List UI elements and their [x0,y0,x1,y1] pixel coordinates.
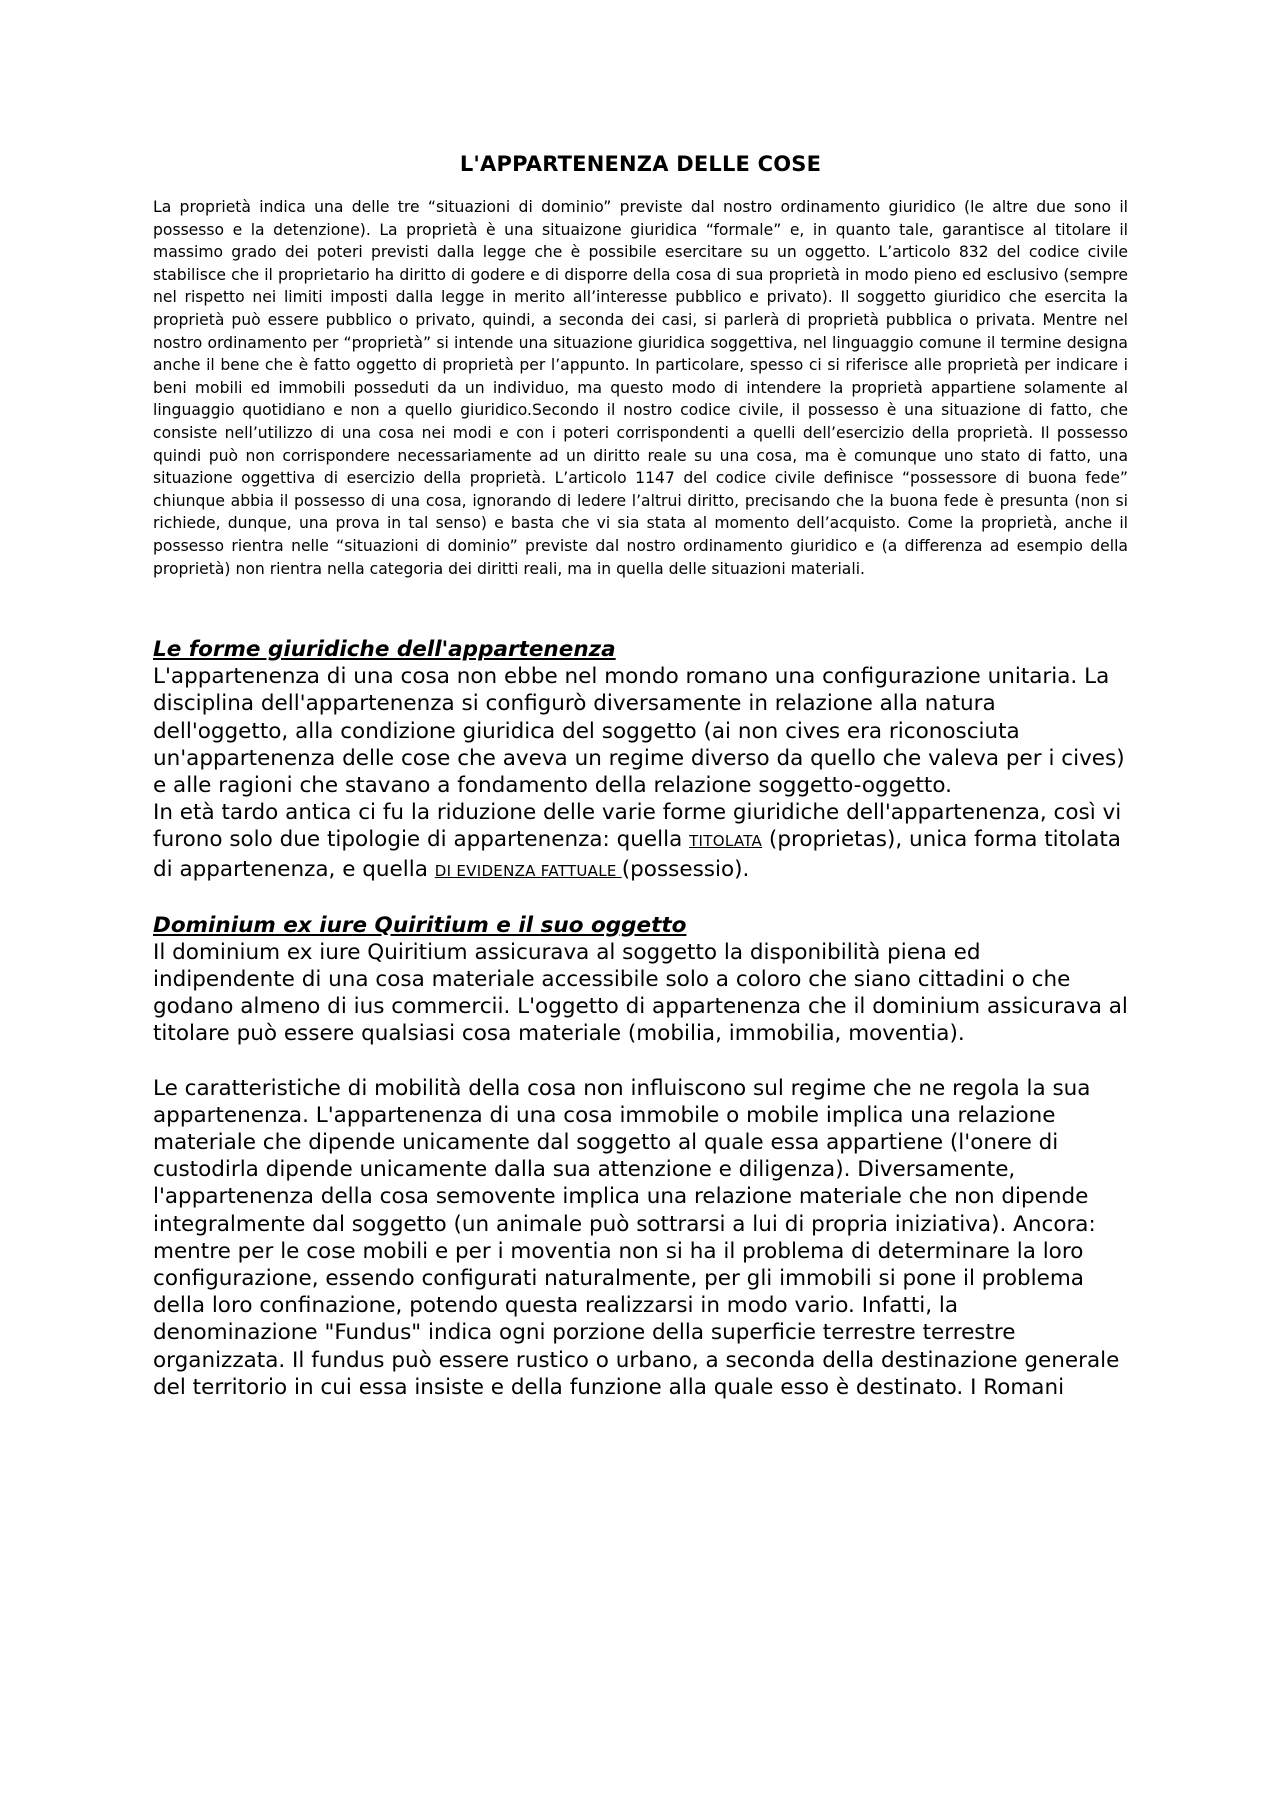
document-title: L'APPARTENENZA DELLE COSE [459,152,822,176]
tag-di-evidenza-fattuale: DI EVIDENZA FATTUALE [434,861,622,880]
section2-paragraph-1: Il dominium ex iure Quiritium assicurava al soggetto la disponibilità piena ed indipendente di una cosa materiale accessibile solo a coloro che siano cittadini o che godano almeno di ius commercii. L'oggetto di appartenenza che il dominium assicurava al titolare può essere qualsiasi cosa materiale (mobilia, immobilia, moventia). [153,939,1128,1047]
section1-paragraph-1: L'appartenenza di una cosa non ebbe nel mondo romano una configurazione unitaria. La disciplina dell'appartenenza si configurò diversamente in relazione alla natura dell'oggetto, alla condizione giuridica del soggetto (ai non cives era riconosciuta un'appartenenza delle cose che aveva un regime diverso da quello che valeva per i cives) e alle ragioni che stavano a fondamento della relazione soggetto-oggetto. [153,664,1125,798]
section1-paragraph-2-end: (possessio). [621,856,750,882]
section1-paragraph-2 [153,799,1128,885]
intro-paragraph: La proprietà indica una delle tre “situazioni di dominio” previste dal nostro ordinamento giuridico (le altre due sono il possesso e la detenzione). La proprietà è una situaizone giuridica “formale” e, in quanto tale, garantisce al titolare il massimo grado dei poteri previsti dalla legge che è possibile esercitare su un oggetto. L’articolo 832 del codice civile stabilisce che il proprietario ha diritto di godere e di disporre della cosa di sua proprietà in modo pieno ed esclusivo (sempre nel rispetto nei limiti imposti dalla legge in merito all’interesse pubblico e privato). Il soggetto giuridico che esercita la proprietà può essere pubblico o privato, quindi, a seconda dei casi, si parlerà di proprietà pubblica o privata. Mentre nel nostro ordinamento per “proprietà” si intende una situazione giuridica soggettiva, nel linguaggio comune il termine designa anche il bene che è fatto oggetto di proprietà per l’appunto. In particolare, spesso ci si riferisce alle proprietà per indicare i beni mobili ed immobili posseduti da un individuo, ma questo modo di intendere la proprietà appartiene solamente al linguaggio quotidiano e non a quello giuridico.Secondo il nostro codice civile, il possesso è una situazione di fatto, che consiste nell’utilizzo di una cosa nei modi e con i poteri corrispondenti a quelli dell’esercizio della proprietà. Il possesso quindi può non corrispondere necessariamente ad un diritto reale su una cosa, ma è comunque uno stato di fatto, una situazione oggettiva di esercizio della proprietà. L’articolo 1147 del codice civile definisce “possessore di buona fede” chiunque abbia il possesso di una cosa, ignorando di ledere l’altrui diritto, precisando che la buona fede è presunta (non si richiede, dunque, una prova in tal senso) e basta che vi sia stata al momento dell’acquisto. Come la proprietà, anche il possesso rientra nelle “situazioni di dominio” previste dal nostro ordinamento giuridico e (a differenza ad esempio della proprietà) non rientra nella categoria dei diritti reali, ma in quella delle situazioni materiali. [153,198,1128,578]
document-content [153,152,1128,1401]
tag-titolata: TITOLATA [689,832,763,851]
section1-paragraph-2-mid: (proprietas), unica forma titolata di appartenenza, e quella [153,827,1121,882]
section-heading-dominium: Dominium ex iure Quiritium e il suo oggetto [153,912,687,938]
paragraph-spacer [153,1048,1128,1075]
section-heading-forme-giuridiche: Le forme giuridiche dell'appartenenza [153,637,616,663]
section2-paragraph-2: Le caratteristiche di mobilità della cosa non influiscono sul regime che ne regola la sua appartenenza. L'appartenenza di una cosa immobile o mobile implica una relazione materiale che dipende unicamente dal soggetto al quale essa appartiene (l'onere di custodirla dipende unicamente dalla sua attenzione e diligenza). Diversamente, l'appartenenza della cosa semovente implica una relazione materiale che non dipende integralmente dal soggetto (un animale può sottrarsi a lui di propria iniziativa). Ancora: mentre per le cose mobili e per i moventia non si ha il problema di determinare la loro configurazione, essendo configurati naturalmente, per gli immobili si pone il problema della loro confinazione, potendo questa realizzarsi in modo vario. Infatti, la denominazione "Fundus" indica ogni porzione della superficie terrestre terrestre organizzata. Il fundus può essere rustico o urbano, a seconda della destinazione generale del territorio in cui essa insiste e della funzione alla quale esso è destinato. I Romani [153,1075,1120,1400]
section1-paragraph-2-start: In età tardo antica ci fu la riduzione delle varie forme giuridiche dell'appartenenza, così vi furono solo due tipologie di appartenenza: quella [153,800,1122,853]
